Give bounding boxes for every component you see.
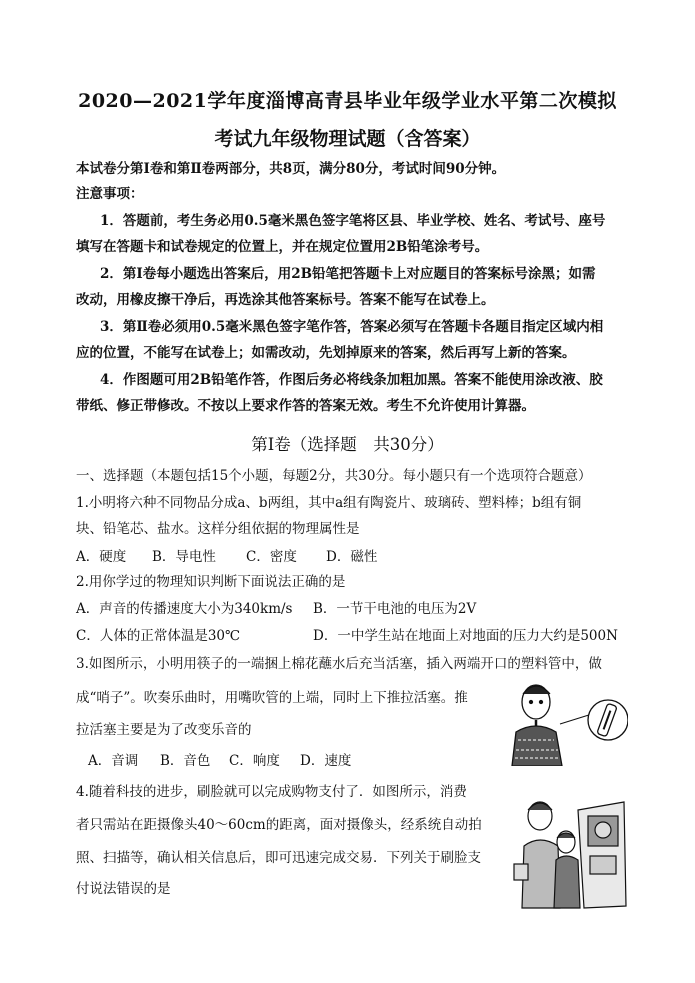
q3-option-b: B．音色 <box>160 753 211 769</box>
q1-option-a: A．硬度 <box>76 549 127 565</box>
notice-4-line-1: 4．作图题可用2B铅笔作答，作图后务必将线条加粗加黑。答案不能使用涂改液、胶 <box>100 372 603 388</box>
title-line-1: 2020—2021学年度淄博高青县毕业年级学业水平第二次模拟 <box>78 90 617 112</box>
notice-1-line-1: 1．答题前，考生务必用0.5毫米黑色签字笔将区县、毕业学校、姓名、考试号、座号 <box>100 213 606 229</box>
q2-option-d: D．一中学生站在地面上对地面的压力大约是500N <box>313 628 618 644</box>
q1-option-c: C．密度 <box>246 549 297 565</box>
notice-4-line-2: 带纸、修正带修改。不按以上要求作答的答案无效。考生不允许使用计算器。 <box>76 398 535 414</box>
q1-line-2: 块、铅笔芯、盐水。这样分组依据的物理属性是 <box>76 521 360 537</box>
part-intro: 一、选择题（本题包括15个小题，每题2分，共30分。每小题只有一个选项符合题意） <box>76 468 592 484</box>
q2-option-c: C．人体的正常体温是30℃ <box>76 628 241 644</box>
q3-line-1: 3.如图所示，小明用筷子的一端捆上棉花蘸水后充当活塞，插入两端开口的塑料管中，做 <box>76 656 602 672</box>
title-line-2: 考试九年级物理试题（含答案） <box>214 128 481 150</box>
face-payment-figure <box>508 790 630 910</box>
q3-option-a: A．音调 <box>88 753 139 769</box>
q3-line-2: 成“哨子”。吹奏乐曲时，用嘴吹管的上端，同时上下推拉活塞。推 <box>76 690 468 706</box>
q2-stem: 2.用你学过的物理知识判断下面说法正确的是 <box>76 574 346 590</box>
notice-label: 注意事项： <box>76 186 144 202</box>
q4-line-2: 者只需站在距摄像头40～60cm的距离，面对摄像头，经系统自动拍 <box>76 817 482 833</box>
q1-option-d: D．磁性 <box>326 549 378 565</box>
q3-line-3: 拉活塞主要是为了改变乐音的 <box>76 722 252 738</box>
notice-3-line-2: 应的位置，不能写在试卷上；如需改动，先划掉原来的答案，然后再写上新的答案。 <box>76 345 576 361</box>
notice-2-line-2: 改动，用橡皮擦干净后，再选涂其他答案标号。答案不能写在试卷上。 <box>76 292 495 308</box>
q4-line-1: 4.随着科技的进步，刷脸就可以完成购物支付了．如图所示，消费 <box>76 784 467 800</box>
q1-line-1: 1.小明将六种不同物品分成a、b两组，其中a组有陶瓷片、玻璃砖、塑料棒；b组有铜 <box>76 495 582 511</box>
whistle-boy-figure <box>510 680 628 766</box>
q4-line-4: 付说法错误的是 <box>76 881 171 897</box>
q2-option-b: B．一节干电池的电压为2V <box>313 601 477 617</box>
q1-option-b: B．导电性 <box>152 549 216 565</box>
q4-line-3: 照、扫描等，确认相关信息后，即可迅速完成交易．下列关于刷脸支 <box>76 850 481 866</box>
section-title: 第Ⅰ卷（选择题 共30分） <box>251 435 444 454</box>
notice-3-line-1: 3．第Ⅱ卷必须用0.5毫米黑色签字笔作答，答案必须写在答题卡各题目指定区域内相 <box>100 319 604 335</box>
notice-2-line-1: 2．第Ⅰ卷每小题选出答案后，用2B铅笔把答题卡上对应题目的答案标号涂黑；如需 <box>100 266 596 282</box>
q3-option-d: D．速度 <box>300 753 352 769</box>
notice-1-line-2: 填写在答题卡和试卷规定的位置上，并在规定位置用2B铅笔涂考号。 <box>76 239 489 255</box>
q3-option-c: C．响度 <box>229 753 280 769</box>
exam-info: 本试卷分第Ⅰ卷和第Ⅱ卷两部分，共8页，满分80分，考试时间90分钟。 <box>76 161 506 177</box>
q2-option-a: A．声音的传播速度大小为340km/s <box>76 601 293 617</box>
